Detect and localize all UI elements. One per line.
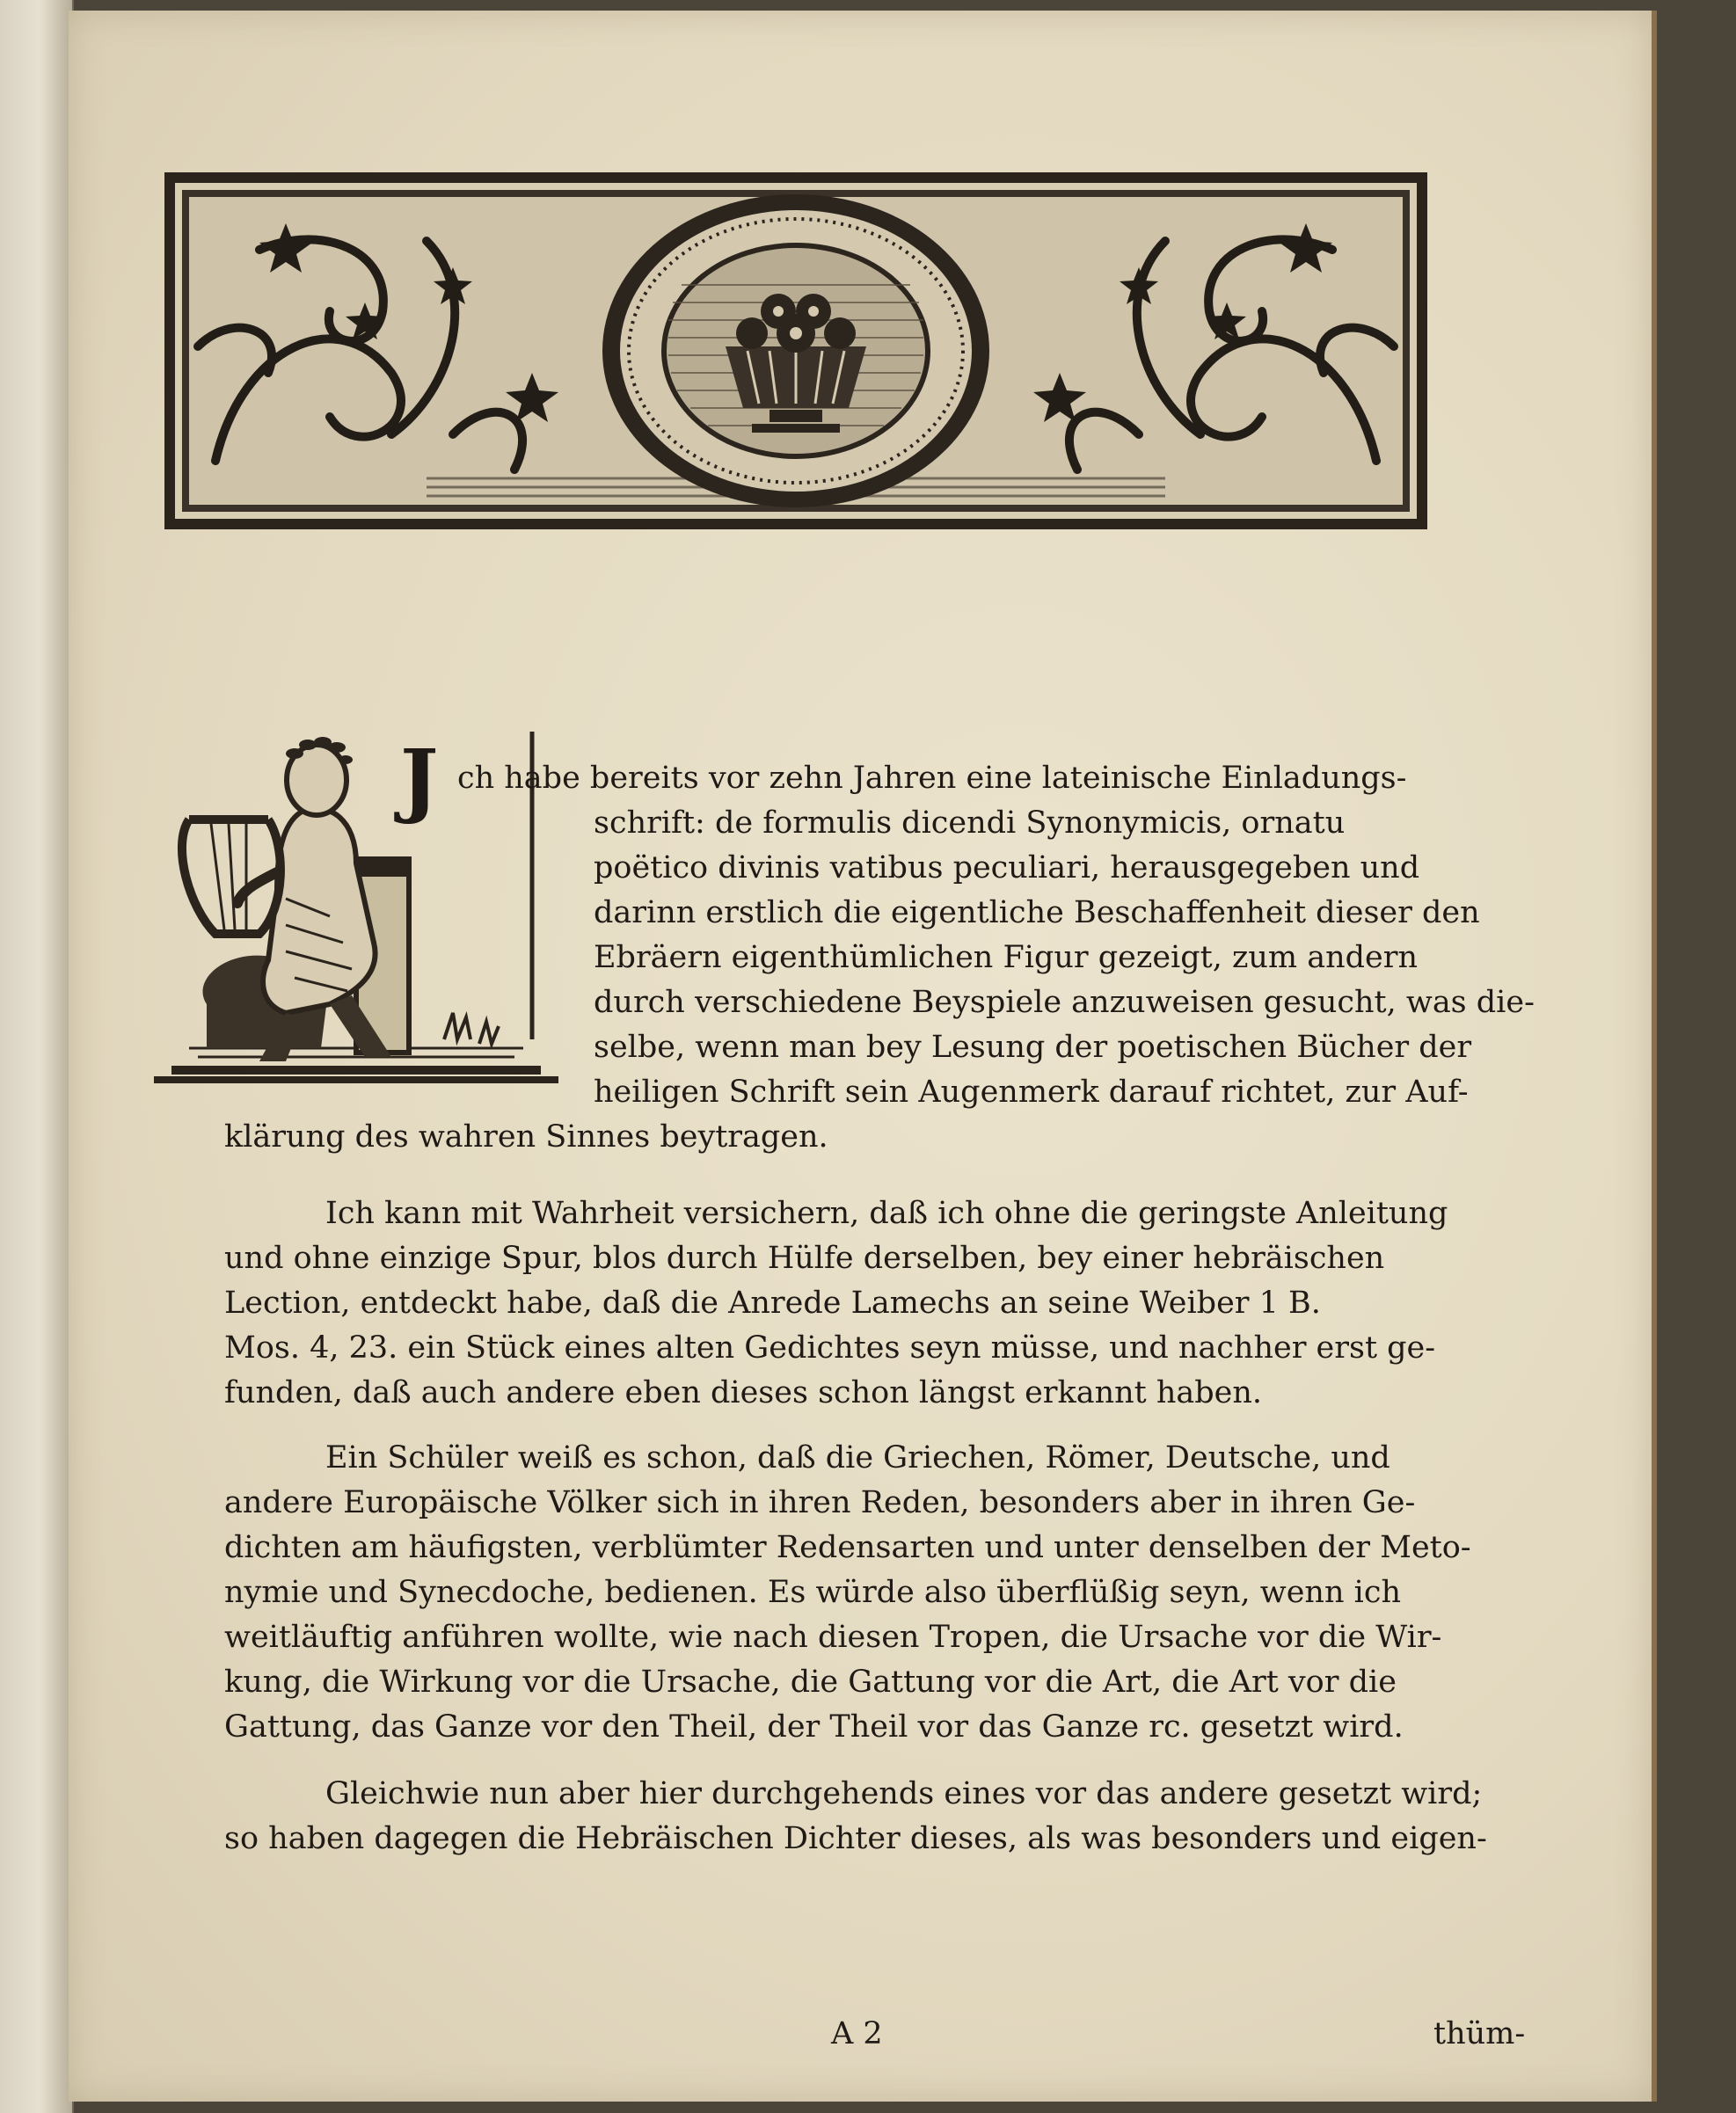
paragraph-2-line-4: Mos. 4, 23. ein Stück eines alten Gedichtes seyn müsse, und nachher erst ge- <box>224 1330 1436 1366</box>
paragraph-3-line-7: Gattung, das Ganze vor den Theil, der Theil vor das Ganze rc. gesetzt wird. <box>224 1709 1404 1745</box>
signature-mark: A 2 <box>831 2016 883 2051</box>
catchword: thüm- <box>1433 2016 1526 2051</box>
paragraph-1-line-4: darinn erstlich die eigentliche Beschaffenheit dieser den <box>594 895 1480 930</box>
paragraph-4-line-2: so haben dagegen die Hebräischen Dichter dieses, als was besonders und eigen- <box>224 1821 1487 1856</box>
paragraph-2-line-2: und ohne einzige Spur, blos durch Hülfe derselben, bey einer hebräischen <box>224 1241 1385 1276</box>
paragraph-1-line-3: poëtico divinis vatibus peculiari, herausgegeben und <box>594 850 1420 885</box>
paragraph-2-line-3: Lection, entdeckt habe, daß die Anrede Lamechs an seine Weiber 1 B. <box>224 1286 1321 1321</box>
previous-page-edge <box>0 0 74 2113</box>
paragraph-3-line-2: andere Europäische Völker sich in ihren Reden, besonders aber in ihren Ge- <box>224 1485 1416 1520</box>
paragraph-2-line-5: funden, daß auch andere eben dieses schon längst erkannt haben. <box>224 1375 1263 1410</box>
paragraph-4-line-1: Gleichwie nun aber hier durchgehends eines vor das andere gesetzt wird; <box>325 1776 1483 1811</box>
ornamental-headpiece-icon <box>163 171 1429 531</box>
paragraph-1-line-9: klärung des wahren Sinnes beytragen. <box>224 1119 828 1155</box>
paragraph-1-line-2: schrift: de formulis dicendi Synonymicis, ornatu <box>594 805 1346 841</box>
paragraph-3-line-6: kung, die Wirkung vor die Ursache, die Gattung vor die Art, die Art vor die <box>224 1665 1397 1700</box>
paragraph-3-line-3: dichten am häufigsten, verblümter Redensarten und unter denselben der Meto- <box>224 1530 1471 1565</box>
paragraph-1-line-1: ch habe bereits vor zehn Jahren eine lateinische Einladungs- <box>457 761 1407 796</box>
paragraph-3-line-4: nymie und Synecdoche, bedienen. Es würde also überflüßig seyn, wenn ich <box>224 1575 1401 1610</box>
paragraph-2-line-1: Ich kann mit Wahrheit versichern, daß ich ohne die geringste Anleitung <box>325 1196 1448 1231</box>
paragraph-1-line-7: selbe, wenn man bey Lesung der poetischen Bücher der <box>594 1030 1472 1065</box>
drop-initial: J <box>400 732 439 827</box>
paragraph-3-line-1: Ein Schüler weiß es schon, daß die Griechen, Römer, Deutsche, und <box>325 1440 1390 1475</box>
paragraph-1-line-6: durch verschiedene Beyspiele anzuweisen gesucht, was die- <box>594 985 1535 1020</box>
paragraph-1-line-8: heiligen Schrift sein Augenmerk darauf richtet, zur Auf- <box>594 1075 1469 1110</box>
paragraph-3-line-5: weitläuftig anführen wollte, wie nach diesen Tropen, die Ursache vor die Wir- <box>224 1620 1442 1655</box>
paragraph-1-line-5: Ebräern eigenthümlichen Figur gezeigt, zum andern <box>594 940 1419 975</box>
